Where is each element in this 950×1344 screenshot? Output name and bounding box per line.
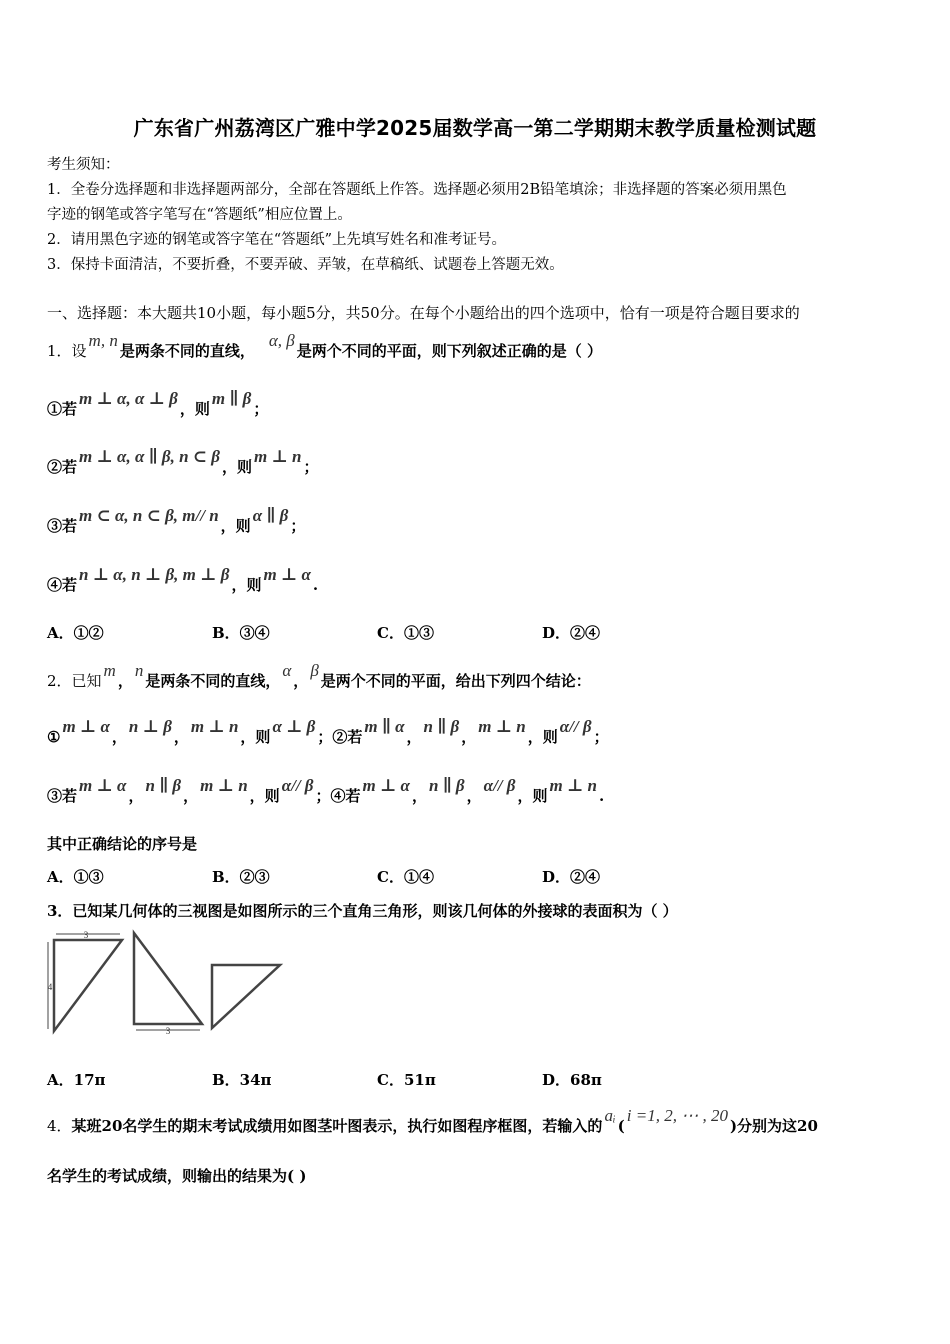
dim-label: 4 [47, 982, 53, 992]
math-expr: n ∥ β [145, 776, 182, 795]
math-expr: m ⊂ α, n ⊂ β, m// n [79, 506, 219, 525]
q2-statements-row-2: ③若m ⊥ α，n ∥ β，m ⊥ n，则α// β；④若m ⊥ α，n ∥ β，α// β，则m ⊥ n. [47, 776, 605, 805]
q1-statement-1: ①若m ⊥ α, α ⊥ β，则m ∥ β； [47, 389, 269, 418]
math-expr: i =1, 2, ⋯ , 20 [626, 1106, 728, 1125]
option-a[interactable]: A．①③ [47, 868, 104, 886]
math-expr: m ⊥ n [190, 717, 239, 736]
math-expr: n [134, 661, 144, 680]
math-expr: β [310, 661, 319, 680]
math-expr: m ∥ β [211, 389, 252, 408]
question-number: 2．已知 [47, 672, 102, 690]
math-expr: α ∥ β [252, 506, 289, 525]
math-expr: m ⊥ n [549, 776, 597, 795]
option-c[interactable]: C．①③ [377, 624, 434, 642]
question-3-stem: 3．已知某几何体的三视图是如图所示的三个直角三角形，则该几何体的外接球的表面积为（ ） [47, 902, 678, 920]
option-a[interactable]: A．17π [47, 1071, 106, 1089]
side-view-triangle [134, 933, 202, 1036]
math-expr: α, β [268, 331, 295, 350]
question-4-stem: 4．某班20名学生的期末考试成绩用如图茎叶图表示，执行如图程序框图，若输入的aᵢ(i =1, 2, ⋯ , 20)分别为这20 [47, 1106, 818, 1135]
math-expr: α [282, 661, 292, 680]
math-expr: m ⊥ n [254, 447, 302, 466]
math-expr: m ∥ α [364, 717, 405, 736]
option-b[interactable]: B．②③ [212, 868, 270, 886]
option-b[interactable]: B．③④ [212, 624, 270, 642]
question-4-stem-line2: 名学生的考试成绩，则输出的结果为( ) [47, 1167, 307, 1185]
notice-item: 1．全卷分选择题和非选择题两部分，全部在答题纸上作答。选择题必须用2B铅笔填涂；非选择题的答案必须用黑色 [47, 182, 787, 198]
option-d[interactable]: D．②④ [542, 624, 601, 642]
notice-item: 字迹的钢笔或答字笔写在“答题纸”相应位置上。 [47, 207, 352, 223]
math-expr: m ⊥ α [263, 565, 311, 584]
option-c[interactable]: C．51π [377, 1071, 436, 1089]
q1-statement-4: ④若n ⊥ α, n ⊥ β, m ⊥ β，则m ⊥ α. [47, 565, 319, 594]
notice-heading: 考生须知： [47, 157, 120, 173]
option-c[interactable]: C．①④ [377, 868, 434, 886]
front-view-triangle [48, 930, 122, 1031]
math-expr: m ⊥ n [200, 776, 248, 795]
q2-statements-row-1: ①m ⊥ α，n ⊥ β，m ⊥ n，则α ⊥ β；②若m ∥ α，n ∥ β，m ⊥ n，则α// β； [47, 717, 609, 746]
math-expr: m, n [88, 331, 118, 350]
math-expr: m ⊥ α, α ⊥ β [79, 389, 178, 408]
math-expr: aᵢ [604, 1106, 616, 1125]
math-expr: α ⊥ β [272, 717, 316, 736]
math-expr: m ⊥ α, α ∥ β, n ⊂ β [79, 447, 220, 466]
math-expr: n ⊥ α, n ⊥ β, m ⊥ β [79, 565, 230, 584]
math-expr: n ∥ β [428, 776, 465, 795]
section-heading: 一、选择题：本大题共10小题，每小题5分，共50分。在每个小题给出的四个选项中，恰有一项是符合题目要求的 [47, 304, 800, 322]
q1-statement-3: ③若m ⊂ α, n ⊂ β, m// n，则α ∥ β； [47, 506, 306, 535]
top-view-triangle [212, 965, 280, 1028]
question-number: 4． [47, 1117, 72, 1135]
q1-statement-2: ②若m ⊥ α, α ∥ β, n ⊂ β，则m ⊥ n； [47, 447, 319, 476]
option-a[interactable]: A．①② [47, 624, 104, 642]
dim-label: 3 [83, 930, 89, 940]
math-expr: m ⊥ α [362, 776, 410, 795]
math-expr: n ⊥ β [128, 717, 172, 736]
math-expr: α// β [281, 776, 314, 795]
math-expr: m ⊥ n [478, 717, 526, 736]
math-expr: n ∥ β [423, 717, 460, 736]
stem-text: 是两条不同的直线， [119, 342, 255, 360]
question-number: 1．设 [47, 342, 87, 360]
notice-item: 2．请用黑色字迹的钢笔或答字笔在“答题纸”上先填写姓名和准考证号。 [47, 232, 507, 248]
math-expr: m ⊥ α [79, 776, 127, 795]
page-title: 广东省广州荔湾区广雅中学2025届数学高一第二学期期末教学质量检测试题 [133, 116, 817, 140]
math-expr: m [103, 661, 116, 680]
math-expr: α// β [559, 717, 592, 736]
question-2-stem: 2．已知m，n是两条不同的直线，α，β是两个不同的平面，给出下列四个结论： [47, 661, 591, 690]
three-view-figure [44, 928, 294, 1038]
option-d[interactable]: D．68π [542, 1071, 602, 1089]
option-d[interactable]: D．②④ [542, 868, 601, 886]
option-b[interactable]: B．34π [212, 1071, 272, 1089]
stem-text: 是两个不同的平面，则下列叙述正确的是（ ） [296, 342, 602, 360]
dim-label: 3 [165, 1026, 171, 1036]
math-expr: m ⊥ α [62, 717, 110, 736]
notice-item: 3．保持卡面清洁，不要折叠，不要弄破、弄皱，在草稿纸、试题卷上答题无效。 [47, 257, 564, 273]
q2-question: 其中正确结论的序号是 [47, 835, 198, 853]
question-1-stem [47, 331, 602, 361]
math-expr: α// β [483, 776, 516, 795]
